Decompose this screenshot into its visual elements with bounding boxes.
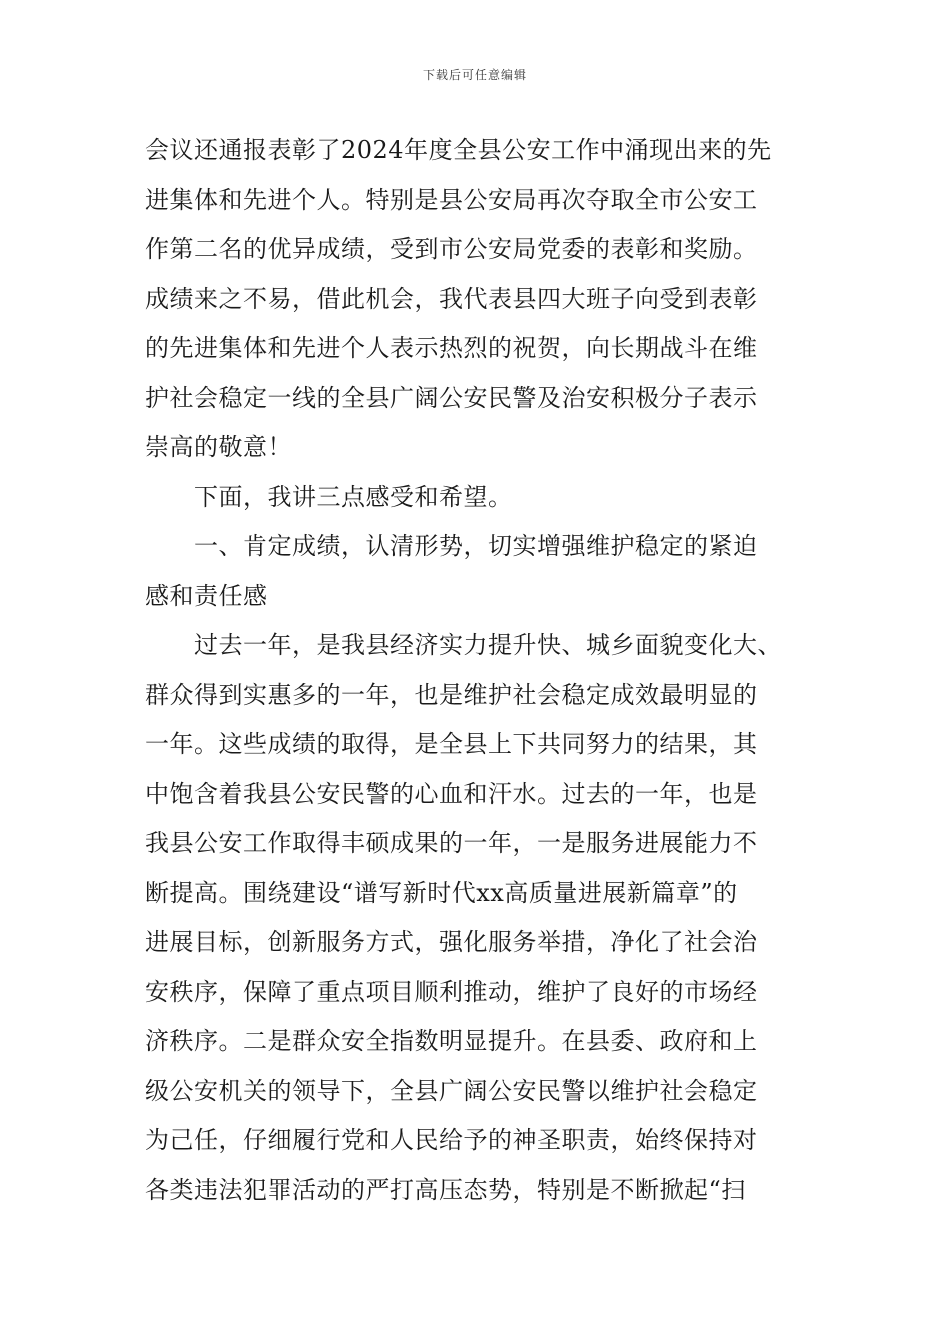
paragraph-start-line: 下面，我讲三点感受和希望。 (194, 482, 513, 511)
text-line: 作第二名的优异成绩，受到市公安局党委的表彰和奖励。 (145, 235, 758, 263)
paragraph-start-line: 过去一年，是我县经济实力提升快、城乡面貌变化大、 (194, 631, 782, 659)
text-line: 护社会稳定一线的全县广阔公安民警及治安积极分子表示 (145, 383, 758, 412)
section-heading-line: 感和责任感 (145, 581, 268, 610)
text-line: 进集体和先进个人。特别是县公安局再次夺取全市公安工 (145, 185, 758, 214)
section-heading-line: 一、肯定成绩，认清形势，切实增强维护稳定的紧迫 (194, 532, 758, 560)
text-line: 为己任，仔细履行党和人民给予的神圣职责，始终保持对 (145, 1126, 758, 1154)
text-line: 安秩序，保障了重点项目顺利推动，维护了良好的市场经 (145, 977, 758, 1006)
text-line: 崇高的敬意！ (145, 433, 292, 461)
text-line: 我县公安工作取得丰硕成果的一年，一是服务进展能力不 (145, 829, 758, 857)
text-line: 会议还通报表彰了2024年度全县公安工作中涌现出来的先 (145, 136, 772, 164)
text-line: 济秩序。二是群众安全指数明显提升。在县委、政府和上 (145, 1027, 758, 1055)
text-line: 的先进集体和先进个人表示热烈的祝贺，向长期战斗在维 (145, 334, 758, 362)
text-line: 进展目标，创新服务方式，强化服务举措，净化了社会治 (145, 928, 758, 956)
text-line: 中饱含着我县公安民警的心血和汗水。过去的一年，也是 (145, 779, 758, 808)
page-header-note: 下载后可任意编辑 (422, 68, 527, 82)
text-line: 各类违法犯罪活动的严打高压态势，特别是不断掀起“扫 (145, 1175, 746, 1204)
text-line: 一年。这些成绩的取得，是全县上下共同努力的结果，其 (145, 730, 758, 758)
text-line: 群众得到实惠多的一年，也是维护社会稳定成效最明显的 (145, 680, 758, 709)
text-line: 成绩来之不易，借此机会，我代表县四大班子向受到表彰 (145, 284, 758, 313)
text-line: 级公安机关的领导下，全县广阔公安民警以维护社会稳定 (145, 1076, 758, 1105)
text-line: 断提高。围绕建设“谱写新时代xx高质量进展新篇章”的 (145, 878, 738, 907)
document-body (145, 126, 805, 1215)
